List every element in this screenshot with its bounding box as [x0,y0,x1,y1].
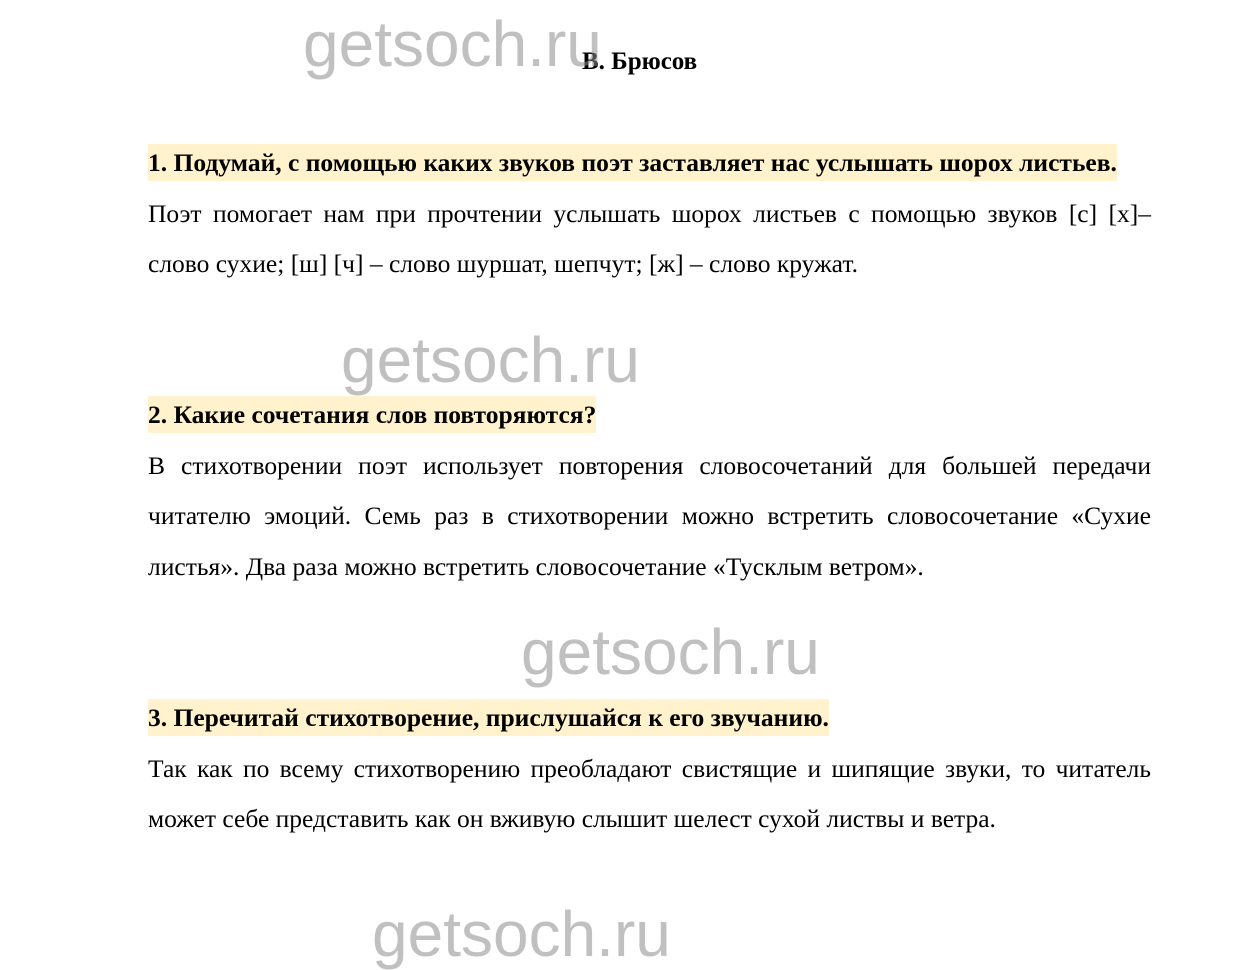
question-block-1 [148,138,1151,290]
author-heading: В. Брюсов [582,48,698,75]
answer-text: Так как по всему стихотворению преобладают свистящие и шипящие звуки, то читатель может себе представить как он вживую слышит шелест сухой листвы и ветра. [148,753,1151,833]
question-block-3 [148,693,1151,845]
watermark: getsoch.ru [303,8,602,80]
watermark: getsoch.ru [521,616,820,688]
question-text: 2. Какие сочетания слов повторяются? [148,396,596,433]
question-heading [148,390,1151,441]
question-text: 3. Перечитай стихотворение, прислушайся к его звучанию. [148,699,829,736]
watermark: getsoch.ru [341,324,640,396]
answer-text: В стихотворении поэт использует повторения словосочетаний для большей передачи читателю эмоций. Семь раз в стихотворении можно встретить словосочетание «Сухие листья». Два раза можно встретить словосочетание «Тусклым ветром». [148,450,1151,581]
question-heading [148,693,1151,744]
watermark: getsoch.ru [372,898,671,970]
question-block-2 [148,390,1151,592]
question-heading [148,138,1151,189]
answer-text: Поэт помогает нам при прочтении услышать шорох листьев с помощью звуков [с] [х]– слово сухие; [ш] [ч] – слово шуршат, шепчут; [ж] – слово кружат. [148,198,1151,278]
question-text: 1. Подумай, с помощью каких звуков поэт заставляет нас услышать шорох листьев. [148,144,1117,181]
